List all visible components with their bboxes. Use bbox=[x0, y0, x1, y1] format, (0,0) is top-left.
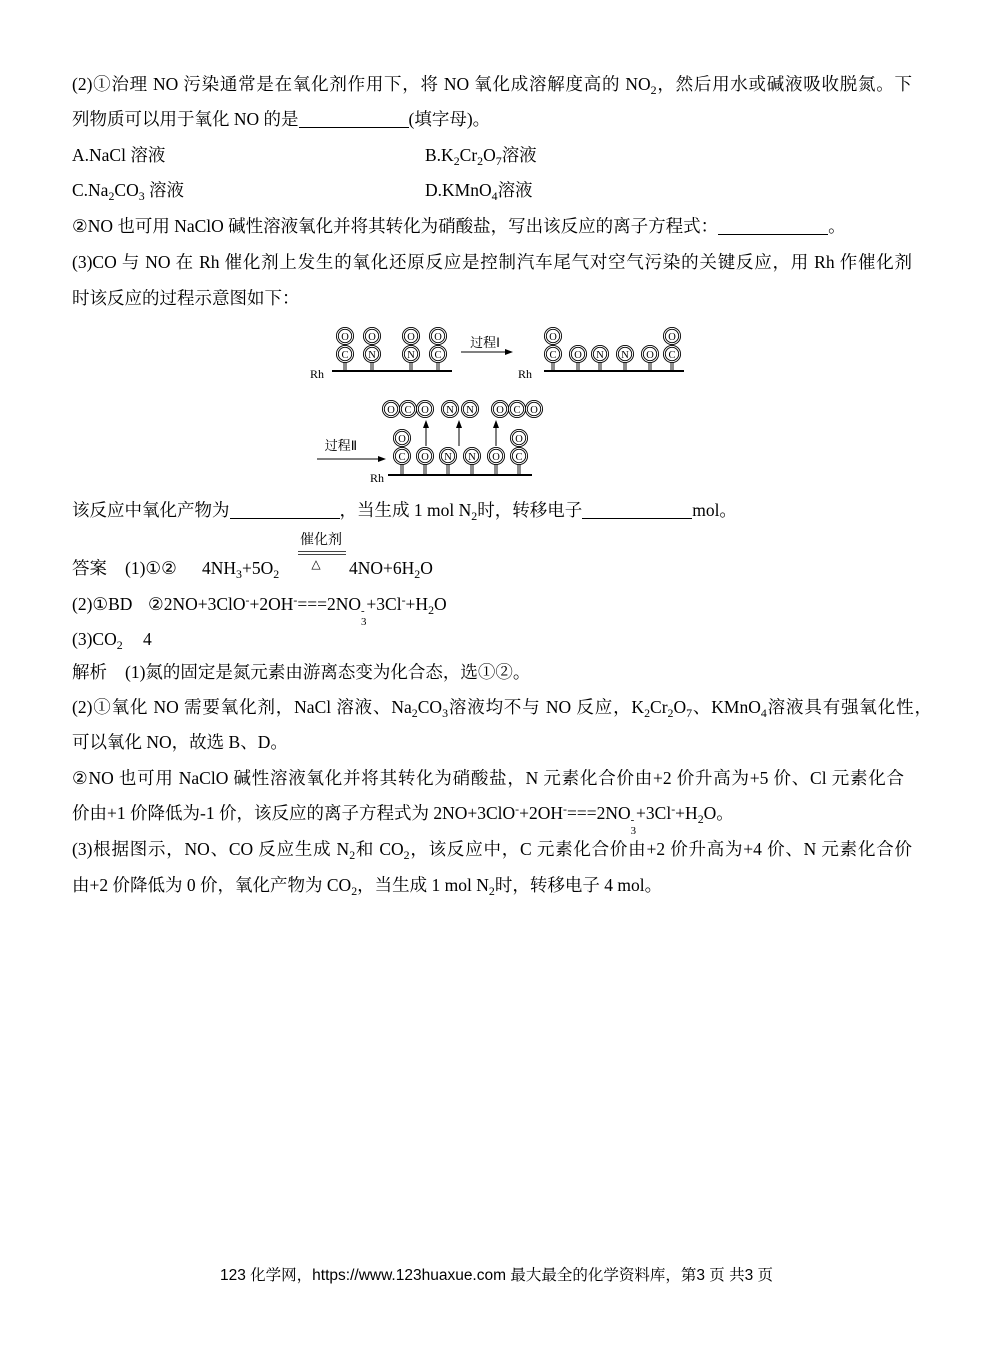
oxygen-atom bbox=[402, 327, 419, 344]
atom-symbol: O bbox=[387, 404, 395, 416]
question-line-2: 列物质可以用于氧化 NO 的是 (填字母)。 bbox=[72, 109, 491, 129]
carbon-atom bbox=[429, 345, 446, 362]
reaction-condition-heat: △ bbox=[311, 557, 321, 571]
oxygen-atom bbox=[525, 400, 542, 417]
option-c: $C.Na_2CO_3$ 溶液 bbox=[72, 180, 185, 203]
analysis-line-4: ②NO 也可用 NaClO 碱性溶液氧化并将其转化为硝酸盐，N 元素化合价由+2 价升高为+5 价、Cl 元素化合 bbox=[72, 768, 904, 788]
question-line-8: 该反应中氧化产物为 ，当生成 1 mol $N_2$时，转移电子 mol。 bbox=[72, 500, 737, 523]
superscript: - bbox=[515, 802, 520, 817]
subscript: 2 bbox=[108, 188, 115, 203]
answer-label: 答案 bbox=[72, 558, 107, 578]
atom-symbol: O bbox=[407, 331, 415, 343]
nitrogen-atom bbox=[402, 345, 419, 362]
carbon-atom bbox=[663, 345, 680, 362]
atom-symbol: O bbox=[515, 433, 523, 445]
equation-products: $4NO+6H_2O$ bbox=[349, 558, 433, 581]
analysis-line-3: 可以氧化 NO，故选 B、D。 bbox=[72, 732, 288, 752]
adsorption-post bbox=[400, 465, 404, 475]
subscript: 2 bbox=[477, 153, 484, 168]
rh-label: Rh bbox=[310, 367, 325, 381]
adsorption-post bbox=[446, 465, 450, 475]
script-char: - bbox=[630, 814, 635, 827]
answer-part-3b: 4 bbox=[143, 629, 152, 649]
subscript: 2 bbox=[650, 82, 657, 97]
superscript: - bbox=[563, 802, 567, 817]
subscript: 2 bbox=[403, 847, 410, 862]
atom-symbol: C bbox=[549, 349, 557, 361]
atom-symbol: C bbox=[398, 451, 406, 463]
subscript: 4 bbox=[760, 705, 767, 720]
fill-in-blank bbox=[582, 517, 692, 519]
process-1-arrow-head bbox=[505, 349, 513, 355]
oxygen-atom bbox=[510, 429, 527, 446]
rh-label: Rh bbox=[518, 367, 533, 381]
answer-part-3a: $(3)CO_2$ bbox=[72, 629, 123, 652]
subscript: 2 bbox=[351, 883, 358, 898]
analysis-label: 解析 bbox=[72, 662, 107, 682]
atom-symbol: C bbox=[404, 404, 412, 416]
analysis-line-2: (2)①氧化 NO 需要氧化剂，NaCl 溶液、$Na_2CO_3$溶液均不与 NO 反应，$K_2Cr_2O_7$、KMnO$_4$溶液具有强氧化性， bbox=[72, 697, 932, 720]
oxygen-atom bbox=[663, 327, 680, 344]
subscript: 3 bbox=[236, 566, 242, 581]
nitrogen-atom bbox=[463, 447, 480, 464]
adsorption-post bbox=[409, 363, 413, 371]
subscript: 2 bbox=[349, 847, 356, 862]
atom-symbol: O bbox=[421, 451, 429, 463]
adsorption-post bbox=[576, 363, 580, 371]
nitrogen-atom bbox=[461, 400, 478, 417]
carbon-atom bbox=[393, 447, 410, 464]
carbon-atom bbox=[510, 447, 527, 464]
reaction-condition-catalyst: 催化剂 bbox=[300, 533, 342, 548]
nitrogen-atom bbox=[363, 345, 380, 362]
adsorption-post bbox=[670, 363, 674, 371]
option-b: $B.K_2Cr_2O_7$溶液 bbox=[425, 145, 537, 168]
question-line-6: (3)CO 与 NO 在 Rh 催化剂上发生的氧化还原反应是控制汽车尾气对空气污染的关键反应，用 Rh 作催化剂 bbox=[72, 252, 912, 272]
script-char: 3 bbox=[630, 824, 637, 837]
oxygen-atom bbox=[544, 327, 561, 344]
atom-symbol: O bbox=[368, 331, 376, 343]
adsorption-post bbox=[598, 363, 602, 371]
adsorption-post bbox=[436, 363, 440, 371]
fill-in-blank bbox=[299, 126, 409, 128]
nitrogen-atom bbox=[441, 400, 458, 417]
atom-symbol: O bbox=[341, 331, 349, 343]
question-line-1: (2)①治理 NO 污染通常是在氧化剂作用下，将 NO 氧化成溶解度高的 $NO_2$，然后用水或碱液吸收脱氮。下 bbox=[72, 74, 912, 97]
oxygen-atom bbox=[416, 400, 433, 417]
carbon-atom bbox=[544, 345, 561, 362]
answer-part-2b: ②2NO+3ClO-+2OH-===2NO - 3 $+3Cl^-+H_2O$ bbox=[148, 593, 447, 628]
atom-symbol: O bbox=[646, 349, 654, 361]
adsorption-post bbox=[494, 465, 498, 475]
subscript: 7 bbox=[495, 153, 502, 168]
superscript: - bbox=[401, 593, 406, 608]
adsorption-post bbox=[517, 465, 521, 475]
atom-symbol: O bbox=[496, 404, 504, 416]
atom-symbol: O bbox=[434, 331, 442, 343]
atom-symbol: N bbox=[621, 349, 629, 361]
oxygen-atom bbox=[393, 429, 410, 446]
answer-part-1: (1)①② bbox=[125, 558, 177, 578]
oxygen-atom bbox=[416, 447, 433, 464]
oxygen-atom bbox=[491, 400, 508, 417]
subscript: 3 bbox=[442, 705, 449, 720]
atom-symbol: N bbox=[368, 349, 376, 361]
subscript: 2 bbox=[273, 566, 280, 581]
subscript: 2 bbox=[414, 566, 421, 581]
adsorption-post bbox=[370, 363, 374, 371]
subscript: 2 bbox=[453, 153, 460, 168]
atom-symbol: O bbox=[421, 404, 429, 416]
nitrogen-atom bbox=[439, 447, 456, 464]
oxygen-atom bbox=[569, 345, 586, 362]
atom-symbol: O bbox=[574, 349, 582, 361]
option-a: A.NaCl 溶液 bbox=[72, 145, 166, 165]
subscript: 2 bbox=[116, 637, 123, 652]
adsorption-post bbox=[423, 465, 427, 475]
adsorption-post bbox=[623, 363, 627, 371]
sub-superscript bbox=[631, 815, 636, 836]
nitrogen-atom bbox=[591, 345, 608, 362]
superscript: - bbox=[293, 593, 298, 608]
adsorption-post bbox=[343, 363, 347, 371]
fill-in-blank bbox=[230, 517, 340, 519]
reaction-process-diagram bbox=[300, 320, 700, 490]
answer-part-2a: (2)①BD bbox=[72, 594, 133, 614]
adsorption-post bbox=[551, 363, 555, 371]
subscript: 2 bbox=[667, 705, 674, 720]
atom-symbol: C bbox=[341, 349, 349, 361]
adsorption-post bbox=[648, 363, 652, 371]
question-line-5: ②NO 也可用 NaClO 碱性溶液氧化并将其转化为硝酸盐，写出该反应的离子方程式： 。 bbox=[72, 216, 846, 236]
subscript: 3 bbox=[138, 188, 145, 203]
oxygen-atom bbox=[363, 327, 380, 344]
atom-symbol: O bbox=[549, 331, 557, 343]
analysis-line-5: 价由+1 价降低为-1 价，该反应的离子方程式为 2NO+3ClO-+2OH-===2NO - 3 $+3Cl^-+H_2O$。 bbox=[72, 802, 734, 837]
analysis-line-6: (3)根据图示，NO、CO 反应生成 $N_2$和 $CO_2$，该反应中，C 元素化合价由+2 价升高为+4 价、N 元素化合价 bbox=[72, 839, 912, 862]
sub-superscript bbox=[361, 606, 366, 627]
subscript: 2 bbox=[471, 508, 478, 523]
process-2-arrow-head bbox=[378, 456, 386, 462]
carbon-atom bbox=[399, 400, 416, 417]
atom-symbol: O bbox=[492, 451, 500, 463]
rh-label: Rh bbox=[370, 471, 385, 485]
oxygen-atom bbox=[382, 400, 399, 417]
analysis-line-7: 由+2 价降低为 0 价，氧化产物为 $CO_2$，当生成 1 mol $N_2$时，转移电子 4 mol。 bbox=[72, 875, 663, 898]
oxygen-atom bbox=[487, 447, 504, 464]
process-2-label: 过程Ⅱ bbox=[324, 438, 358, 453]
atom-symbol: N bbox=[446, 404, 454, 416]
oxygen-atom bbox=[336, 327, 353, 344]
atom-symbol: N bbox=[444, 451, 452, 463]
atom-symbol: N bbox=[466, 404, 474, 416]
reaction-equals-double-line bbox=[298, 551, 346, 555]
oxygen-atom bbox=[641, 345, 658, 362]
script-char: 3 bbox=[361, 615, 367, 628]
script-char: - bbox=[361, 605, 365, 618]
adsorption-post bbox=[470, 465, 474, 475]
analysis-line-1: (1)氮的固定是氮元素由游离态变为化合态，选①②。 bbox=[125, 662, 531, 682]
subscript: 4 bbox=[491, 188, 498, 203]
subscript: 7 bbox=[686, 705, 693, 720]
atom-symbol: O bbox=[668, 331, 676, 343]
page-footer: 123 化学网，https://www.123huaxue.com 最大最全的化学资料库，第3 页 共3 页 bbox=[220, 1267, 773, 1284]
atom-symbol: N bbox=[407, 349, 415, 361]
equation-reactants: $4NH_3+5O_2$ bbox=[202, 558, 280, 581]
carbon-atom bbox=[508, 400, 525, 417]
atom-symbol: C bbox=[434, 349, 442, 361]
superscript: - bbox=[245, 593, 250, 608]
question-line-7: 时该反应的过程示意图如下： bbox=[72, 288, 300, 308]
atom-symbol: C bbox=[668, 349, 676, 361]
atom-symbol: N bbox=[596, 349, 604, 361]
subscript: 2 bbox=[428, 602, 435, 617]
fill-in-blank bbox=[718, 233, 828, 235]
subscript: 2 bbox=[644, 705, 651, 720]
desorption-arrow-head bbox=[456, 420, 462, 428]
process-1-label: 过程Ⅰ bbox=[470, 335, 500, 350]
subscript: 2 bbox=[488, 883, 495, 898]
option-d: D.KMnO$_4$溶液 bbox=[425, 180, 533, 203]
subscript: 2 bbox=[697, 811, 704, 826]
atom-symbol: C bbox=[515, 451, 523, 463]
atom-symbol: N bbox=[468, 451, 476, 463]
carbon-atom bbox=[336, 345, 353, 362]
desorption-arrow-head bbox=[493, 420, 499, 428]
atom-symbol: O bbox=[398, 433, 406, 445]
atom-symbol: O bbox=[530, 404, 538, 416]
nitrogen-atom bbox=[616, 345, 633, 362]
desorption-arrow-head bbox=[423, 420, 429, 428]
atom-symbol: C bbox=[513, 404, 521, 416]
subscript: 2 bbox=[411, 705, 418, 720]
oxygen-atom bbox=[429, 327, 446, 344]
superscript: - bbox=[671, 802, 676, 817]
